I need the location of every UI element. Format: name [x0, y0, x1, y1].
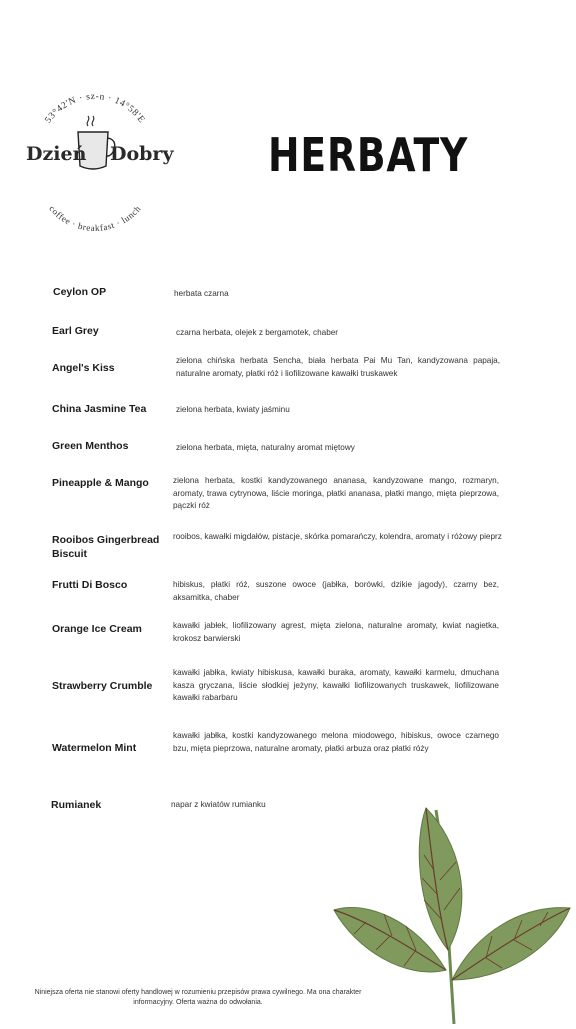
item-description: kawałki jabłka, kwiaty hibiskusa, kawałki buraka, aromaty, kawałki karmelu, dmuchana kasza gryczana, liście słodkiej jeżyny, kawałki liofilizowanych truskawek, liofilizowane kawałki rabarbaru	[173, 668, 499, 702]
item-description: zielona herbata, kwiaty jaśminu	[176, 405, 290, 414]
item-name: Ceylon OP	[53, 286, 107, 298]
item-name: Strawberry Crumble	[52, 680, 153, 692]
logo-name-left: Dzień	[26, 143, 87, 165]
page-title: HERBATY	[268, 128, 469, 182]
item-description: zielona herbata, kostki kandyzowanego ananasa, kandyzowane mango, rozmaryn, aromaty, trawa cytrynowa, liście moringa, płatki ananasa, płatki mango, mięta pieprzowa, pączki róż	[173, 476, 499, 510]
item-description: napar z kwiatów rumianku	[171, 800, 266, 809]
logo	[22, 91, 174, 234]
logo-coordinates: 53°42'N · sz-n · 14°58'E	[43, 91, 147, 126]
item-description: czarna herbata, olejek z bergamotek, chaber	[176, 328, 339, 337]
item-description: herbata czarna	[174, 289, 229, 298]
logo-tagline: coffee · breakfast · lunch	[47, 203, 143, 234]
item-name: Pineapple & Mango	[52, 477, 149, 489]
item-description: rooibos, kawałki migdałów, pistacje, skórka pomarańczy, kolendra, aromaty i różowy pieprz	[173, 532, 502, 541]
item-description: hibiskus, płatki róż, suszone owoce (jabłka, borówki, dzikie jagody), czarny bez, aksamitka, chaber	[173, 580, 499, 602]
item-name: Rooibos Gingerbread Biscuit	[52, 534, 160, 560]
item-name: China Jasmine Tea	[52, 403, 147, 415]
item-name: Green Menthos	[52, 440, 129, 452]
disclaimer: Niniejsza oferta nie stanowi oferty handlowej w rozumieniu przepisów prawa cywilnego. Ma ona charakter informacyjny. Oferta ważna do odwołania.	[34, 989, 362, 1006]
item-name: Watermelon Mint	[52, 742, 137, 754]
item-description: kawałki jabłka, kostki kandyzowanego melona miodowego, hibiskus, owoce czarnego bzu, mięta pieprzowa, naturalne aromaty, płatki arbuza oraz płatki róży	[173, 731, 499, 753]
logo-name-right: Dobry	[110, 143, 174, 165]
item-description: zielona herbata, mięta, naturalny aromat miętowy	[176, 443, 355, 452]
item-name: Angel's Kiss	[52, 362, 115, 374]
logo-badge	[22, 91, 174, 234]
item-name: Orange Ice Cream	[52, 623, 142, 635]
item-name: Earl Grey	[52, 325, 99, 337]
item-description: zielona chińska herbata Sencha, biała herbata Pai Mu Tan, kandyzowana papaja, naturalne aromaty, płatki róż i liofilizowane kawałki truskawek	[176, 356, 500, 378]
item-name: Rumianek	[51, 799, 102, 811]
item-name: Frutti Di Bosco	[52, 579, 128, 591]
item-description: kawałki jabłek, liofilizowany agrest, mięta zielona, naturalne aromaty, kwiat nagietka, krokosz barwierski	[173, 621, 499, 643]
